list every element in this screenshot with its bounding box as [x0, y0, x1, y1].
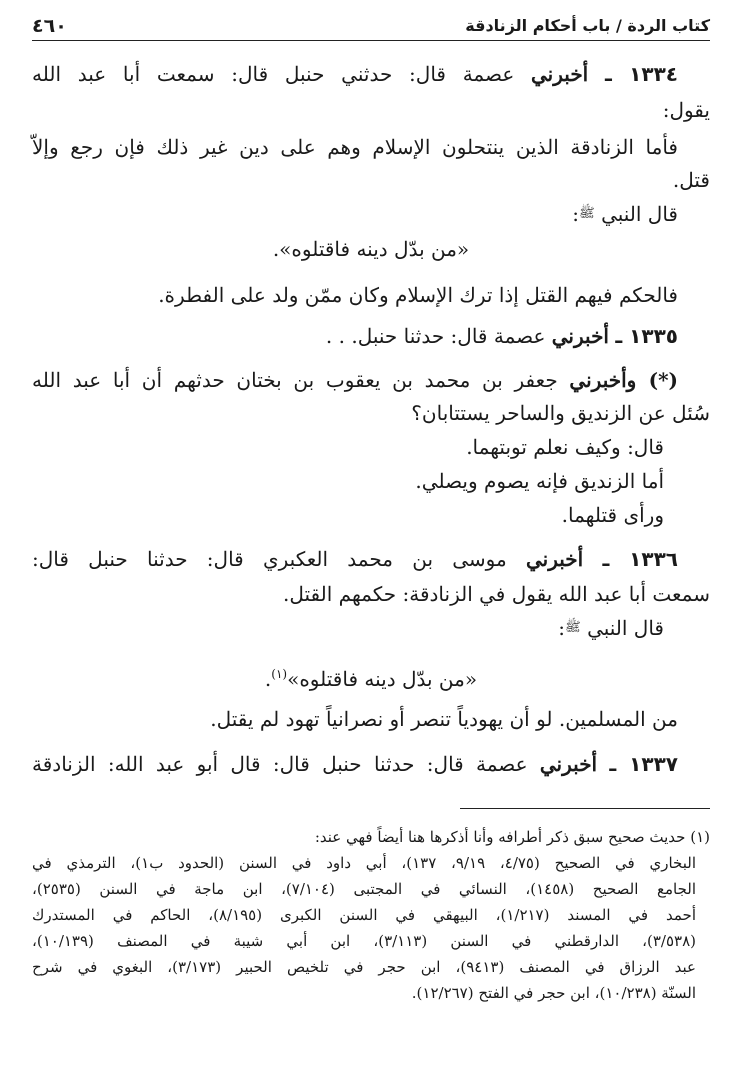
isnad-text: عصمة قال: حدثنا حنبل. . .	[325, 324, 546, 348]
hadith-quote-1: «من بدّل دينه فاقتلوه».	[272, 237, 470, 261]
footnote-line-6: عبد الرزاق في المصنف (٩٤١٣)، ابن حجر في تلخيص الحبير (٣/١٧٣)، البغوي في شرح	[32, 958, 696, 976]
page-number: ٤٦٠	[32, 15, 67, 37]
running-header	[32, 14, 710, 41]
report-1334-line-2: يقول:	[662, 98, 710, 122]
report-1336-line-3	[32, 614, 664, 642]
report-1334-line-3: فأما الزنادقة الذين ينتحلون الإسلام وهم على دين غير ذلك فإن رجع وإلاّ	[32, 135, 678, 159]
isnad-text: موسى بن محمد العكبري قال: حدثنا حنبل قال:	[32, 547, 507, 571]
akhbarani-keyword: أخبرني	[539, 752, 598, 776]
starred-report-line-3: قال: وكيف نعلم توبتهما.	[466, 435, 664, 459]
prophet-said: قال النبي	[587, 616, 664, 640]
hadith-quote-2	[32, 660, 710, 693]
report-number: ١٣٣٧ ـ	[609, 752, 678, 776]
report-1335-line-1	[32, 322, 678, 350]
footnote-line-3: الجامع الصحيح (١٤٥٨)، النسائي في المجتبى (٧/١٠٤)، ابن ماجة في السنن (٢٥٣٥)،	[32, 880, 696, 898]
akhbarani-keyword: أخبرني	[525, 547, 584, 571]
footnote-line-4: أحمد في المسند (١/٢١٧)، البيهقي في السنن الكبرى (٨/١٩٥)، الحاكم في المستدرك	[32, 906, 696, 924]
ruling-text-end: الفطرة.	[158, 283, 225, 307]
salawat-glyph: ﷺ	[564, 620, 581, 635]
akhbarani-keyword: أخبرني	[531, 62, 589, 86]
akhbarani-keyword: أخبرني	[551, 324, 609, 348]
colon: :	[572, 202, 579, 226]
report-1336-line-1	[32, 545, 678, 573]
isnad-text: جعفر بن محمد بن يعقوب بن بختان حدثهم أن أبا عبد الله	[32, 368, 558, 392]
prophet-said: قال النبي	[601, 202, 678, 226]
report-1334-line-7	[32, 281, 678, 309]
report-1334-line-1	[32, 60, 678, 88]
report-number: ١٣٣٤ ـ	[604, 62, 678, 86]
report-1334-line-5	[32, 200, 678, 228]
hadith-text: «من بدّل دينه فاقتلوه»	[287, 667, 478, 691]
ruling-text: فالحكم فيهم القتل إذا ترك الإسلام وكان ممّن ولد على	[230, 283, 678, 307]
starred-report-line-5: ورأى قتلهما.	[561, 503, 664, 527]
footnote-separator	[460, 808, 710, 809]
chapter-title: كتاب الردة / باب أحكام الزنادقة	[465, 16, 710, 35]
report-1336-line-2: سمعت أبا عبد الله يقول في الزنادقة: حكمهم القتل.	[282, 582, 710, 606]
isnad-text: عصمة قال: حدثنا حنبل قال: قال أبو عبد الله: الزنادقة	[32, 752, 528, 776]
isnad-text: عصمة قال: حدثني حنبل قال: سمعت أبا عبد الله	[32, 62, 515, 86]
footnote-reference: (١)	[271, 667, 288, 681]
footnote-line-1: (١) حديث صحيح سبق ذكر أطرافه وأنا أذكرها هنا أيضاً فهي عند:	[314, 828, 710, 846]
footnote-line-7: السنّة (١٠/٢٣٨)، ابن حجر في الفتح (١٢/٢٦٧).	[411, 984, 696, 1002]
colon: :	[558, 616, 565, 640]
salawat-glyph: ﷺ	[578, 206, 595, 221]
starred-report-line-2: سُئل عن الزنديق والساحر يستتابان؟	[411, 401, 710, 425]
report-number: ١٣٣٦ ـ	[602, 547, 678, 571]
starred-akhbarani: (*) وأخبرني	[569, 368, 679, 392]
starred-report-line-1	[32, 366, 678, 394]
period: .	[264, 667, 272, 691]
report-1337-line-1	[32, 750, 678, 778]
report-1334-line-4: قتل.	[672, 168, 710, 192]
footnote-line-5: (٣/٥٣٨)، الدارقطني في السنن (٣/١١٣)، ابن أبي شيبة في المصنف (١٠/١٣٩)،	[32, 932, 696, 950]
report-1336-line-5: من المسلمين. لو أن يهودياً تنصر أو نصرانياً تهود لم يقتل.	[210, 707, 678, 731]
starred-report-line-4: أما الزنديق فإنه يصوم ويصلي.	[415, 469, 664, 493]
report-number: ١٣٣٥ ـ	[615, 324, 678, 348]
footnote-line-2: البخاري في الصحيح (٤/٧٥، ٩/١٩، ١٣٧)، أبي داود في السنن (الحدود ب١)، الترمذي في	[32, 854, 697, 872]
